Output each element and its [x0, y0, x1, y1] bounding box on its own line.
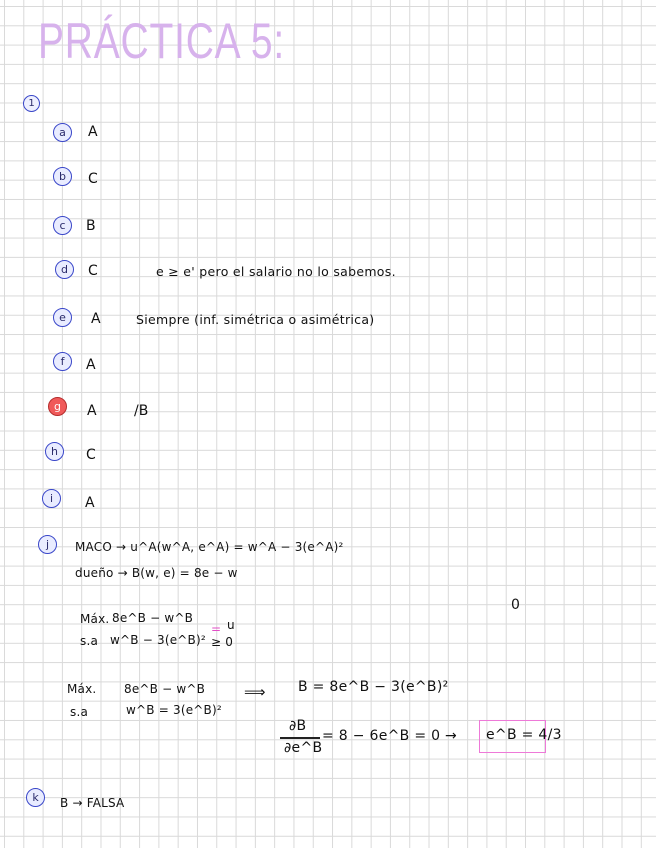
item-answer-a: A	[88, 124, 98, 140]
sa1-expr: w^B − 3(e^B)²	[110, 633, 206, 647]
item-note-g: /B	[134, 403, 149, 419]
item-letter-h: h	[45, 442, 64, 461]
derivative-denominator: ∂e^B	[284, 740, 323, 756]
item-answer-h: C	[86, 447, 96, 463]
item-answer-e: A	[91, 311, 101, 327]
item-answer-f: A	[86, 357, 96, 373]
sa1-label: s.a	[80, 634, 99, 648]
derivative-numerator: ∂B	[289, 718, 307, 734]
sa1-relation: ≥ 0	[211, 635, 234, 649]
item-answer-i: A	[85, 495, 95, 511]
page-title: PRÁCTICA 5:	[38, 13, 285, 69]
item-letter-e: e	[53, 308, 72, 327]
item-letter-f: f	[53, 352, 72, 371]
max2-label: Máx.	[67, 682, 97, 696]
sa2-label: s.a	[70, 705, 89, 719]
item-j-zero: 0	[511, 597, 520, 613]
item-letter-k: k	[26, 788, 45, 807]
item-k-text: B → FALSA	[60, 796, 125, 810]
max1-expr: 8e^B − w^B	[112, 611, 194, 625]
max2-expr: 8e^B − w^B	[124, 682, 206, 696]
item-answer-b: C	[88, 171, 98, 187]
max1-label: Máx.	[80, 612, 110, 626]
sa1-pink-equals: =	[211, 622, 222, 636]
item-letter-c: c	[53, 216, 72, 235]
item-j-line1: MACO → u^A(w^A, e^A) = w^A − 3(e^A)²	[75, 540, 344, 554]
sa1-u: u	[227, 618, 235, 632]
item-note-d: e ≥ e' pero el salario no lo sabemos.	[156, 264, 396, 279]
b-expression: B = 8e^B − 3(e^B)²	[298, 679, 449, 695]
item-letter-a: a	[53, 123, 72, 142]
sa2-expr: w^B = 3(e^B)²	[126, 703, 222, 717]
item-letter-j: j	[38, 535, 57, 554]
implies-arrow: ⟹	[244, 683, 266, 701]
result-expression: e^B = 4/3	[486, 727, 562, 743]
derivative-rhs: = 8 − 6e^B = 0 →	[322, 728, 458, 744]
item-answer-c: B	[86, 218, 96, 234]
item-letter-g: g	[48, 397, 67, 416]
item-answer-g: A	[87, 403, 97, 419]
item-answer-d: C	[88, 263, 98, 279]
fraction-bar	[280, 737, 320, 739]
item-letter-i: i	[42, 489, 61, 508]
item-j-line2: dueño → B(w, e) = 8e − w	[75, 566, 238, 580]
section-number-badge: 1	[23, 95, 40, 112]
item-note-e: Siempre (inf. simétrica o asimétrica)	[136, 312, 375, 327]
item-letter-d: d	[55, 260, 74, 279]
item-letter-b: b	[53, 167, 72, 186]
